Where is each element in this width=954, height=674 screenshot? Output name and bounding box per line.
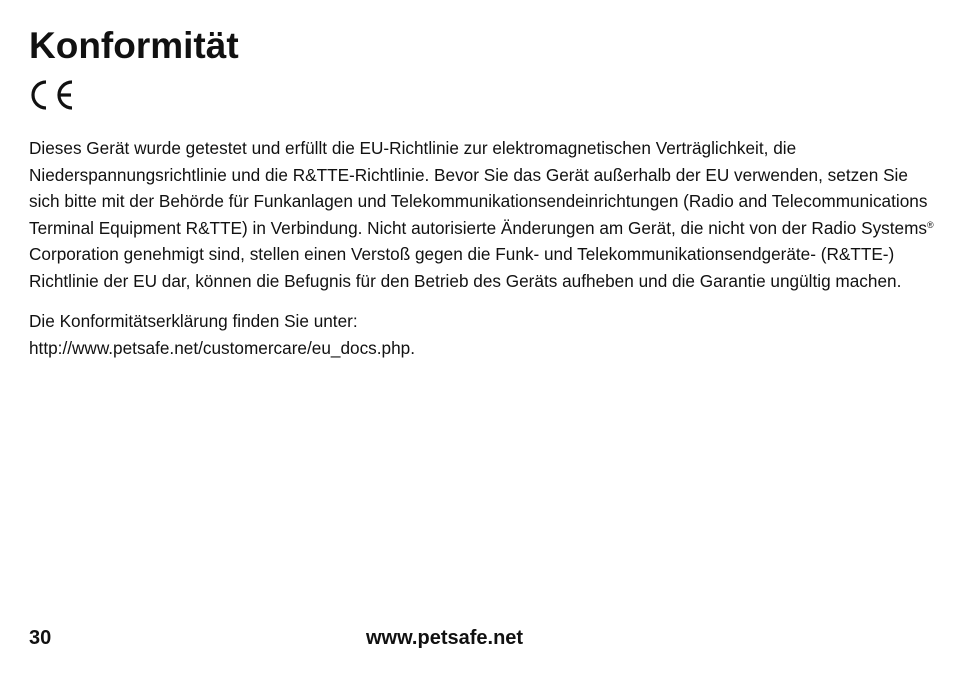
- main-text: [29, 135, 934, 375]
- conformity-text-end: Corporation genehmigt sind, stellen einen Verstoß gegen die Funk- und Telekommunikationsendgeräte- (R&TTE-) Richtlinie der EU dar, können die Befugnis für den Betrieb des Geräts aufheben und die Garantie ungültig machen.: [29, 244, 902, 291]
- declaration-paragraph: [29, 308, 934, 361]
- ce-mark-icon: [28, 79, 74, 111]
- declaration-intro: Die Konformitätserklärung finden Sie unter:: [29, 311, 358, 331]
- footer-website: www.petsafe.net: [366, 627, 524, 649]
- conformity-paragraph: [29, 135, 934, 294]
- page-number: 30: [29, 627, 52, 649]
- page-title: Konformität: [29, 25, 239, 66]
- registered-trademark: ®: [927, 219, 934, 230]
- conformity-text-start: Dieses Gerät wurde getestet und erfüllt die EU-Richtlinie zur elektromagnetischen Verträglichkeit, die Niederspannungsrichtlinie und die R&TTE-Richtlinie. Bevor Sie das Gerät außerhalb der EU verwenden, setzen Sie sich bitte mit der Behörde für Funkanlagen und Telekommunikationsendeinrichtungen (Radio and Telecommunications Terminal Equipment R&TTE) in Verbindung. Nicht autorisierte Änderungen am Gerät, die nicht von der Radio Systems: [29, 138, 928, 238]
- declaration-url: http://www.petsafe.net/customercare/eu_docs.php.: [29, 337, 415, 358]
